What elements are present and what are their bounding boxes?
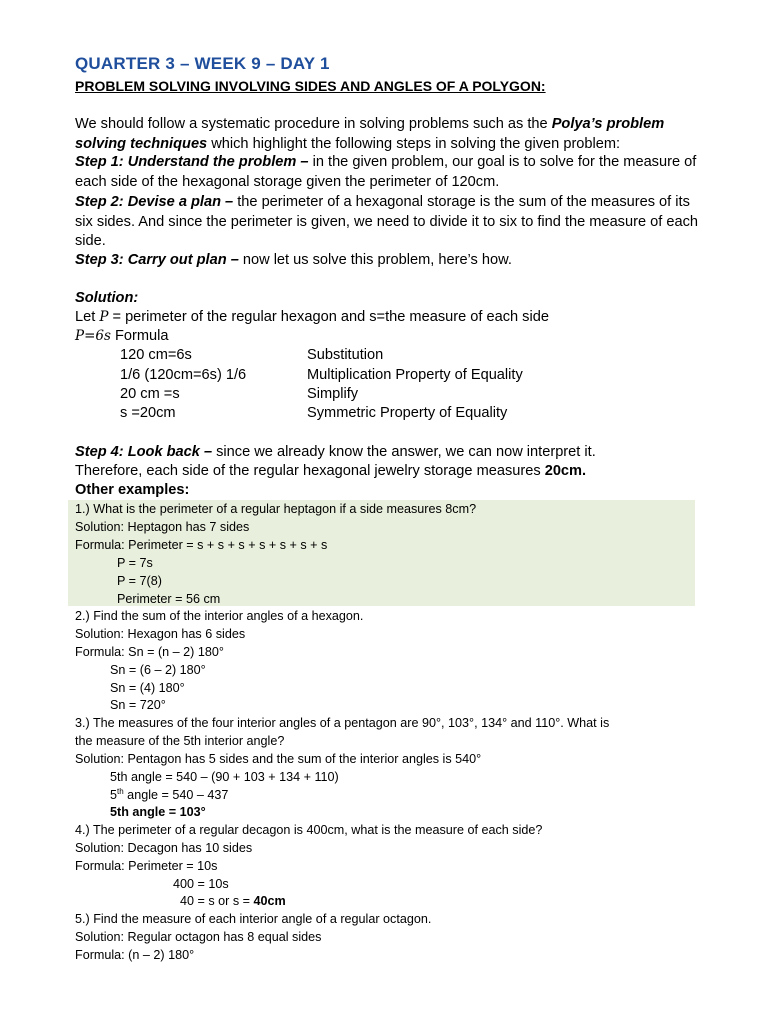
example1-question: 1.) What is the perimeter of a regular heptagon if a side measures 8cm? (75, 502, 477, 516)
solution-let-line: Let P = perimeter of the regular hexagon and s=the measure of each side (75, 309, 549, 325)
solution-step-expr: 1/6 (120cm=6s) 1/6 (120, 367, 247, 383)
example3-step: 5th angle = 540 – (90 + 103 + 134 + 110) (110, 770, 339, 784)
example3-question-cont: the measure of the 5th interior angle? (75, 734, 285, 748)
solution-step-reason: Simplify (307, 386, 359, 402)
step4-line: Step 4: Look back – since we already know the answer, we can now interpret it. (75, 444, 596, 460)
solution-step-expr: s =20cm (120, 405, 176, 421)
example2-answer: Sn = 720° (110, 698, 166, 712)
example1-formula: Formula: Perimeter = s + s + s + s + s + s + s (75, 538, 328, 552)
step2-paragraph: Step 2: Devise a plan – the perimeter of a hexagonal storage is the sum of the measures of its six sides. And since the perimeter is given, we need to divide it to six to find the measure of each side. (75, 194, 698, 249)
example2-formula: Formula: Sn = (n – 2) 180° (75, 645, 224, 659)
page-subtitle: PROBLEM SOLVING INVOLVING SIDES AND ANGLES OF A POLYGON: (75, 78, 546, 94)
example3-answer: 5th angle = 103° (110, 805, 206, 819)
solution-step-reason: Substitution (307, 347, 384, 363)
step1-paragraph: Step 1: Understand the problem – in the given problem, our goal is to solve for the measure of each side of the hexagonal storage given the perimeter of 120cm. (75, 154, 697, 190)
example1-answer: Perimeter = 56 cm (117, 592, 221, 606)
example4-formula: Formula: Perimeter = 10s (75, 859, 218, 873)
example2-question: 2.) Find the sum of the interior angles of a hexagon. (75, 609, 364, 623)
example4-answer: 40 = s or s = 40cm (180, 894, 286, 908)
solution-step-reason: Symmetric Property of Equality (307, 405, 508, 421)
step3-paragraph: Step 3: Carry out plan – now let us solve this problem, here’s how. (75, 252, 512, 268)
example3-step: 5th angle = 540 – 437 (110, 787, 229, 802)
example4-step: 400 = 10s (173, 877, 229, 891)
example2-solution: Solution: Hexagon has 6 sides (75, 627, 246, 641)
example3-solution: Solution: Pentagon has 5 sides and the sum of the interior angles is 540° (75, 752, 482, 766)
solution-step-expr: 120 cm=6s (120, 347, 192, 363)
page-title: QUARTER 3 – WEEK 9 – DAY 1 (75, 54, 330, 73)
example1-step: P = 7(8) (117, 574, 162, 588)
solution-step-reason: Multiplication Property of Equality (307, 367, 523, 383)
example2-step: Sn = (4) 180° (110, 681, 185, 695)
solution-formula-line: P=6s Formula (75, 328, 169, 344)
example5-formula: Formula: (n – 2) 180° (75, 948, 195, 962)
example5-solution: Solution: Regular octagon has 8 equal sides (75, 930, 322, 944)
intro-paragraph: We should follow a systematic procedure in solving problems such as the Polya’s problem solving techniques which highlight the following steps in solving the given problem: (75, 116, 665, 152)
example1-step: P = 7s (117, 556, 153, 570)
example4-solution: Solution: Decagon has 10 sides (75, 841, 253, 855)
example3-question: 3.) The measures of the four interior angles of a pentagon are 90°, 103°, 134° and 110°. What is (75, 716, 610, 730)
solution-heading: Solution: (75, 290, 139, 306)
example1-solution: Solution: Heptagon has 7 sides (75, 520, 250, 534)
example4-question: 4.) The perimeter of a regular decagon is 400cm, what is the measure of each side? (75, 823, 543, 837)
solution-step-expr: 20 cm =s (120, 386, 180, 402)
step4-conclusion: Therefore, each side of the regular hexagonal jewelry storage measures 20cm. (75, 463, 587, 479)
example2-step: Sn = (6 – 2) 180° (110, 663, 206, 677)
example5-question: 5.) Find the measure of each interior angle of a regular octagon. (75, 912, 432, 926)
other-examples-heading: Other examples: (75, 482, 190, 498)
